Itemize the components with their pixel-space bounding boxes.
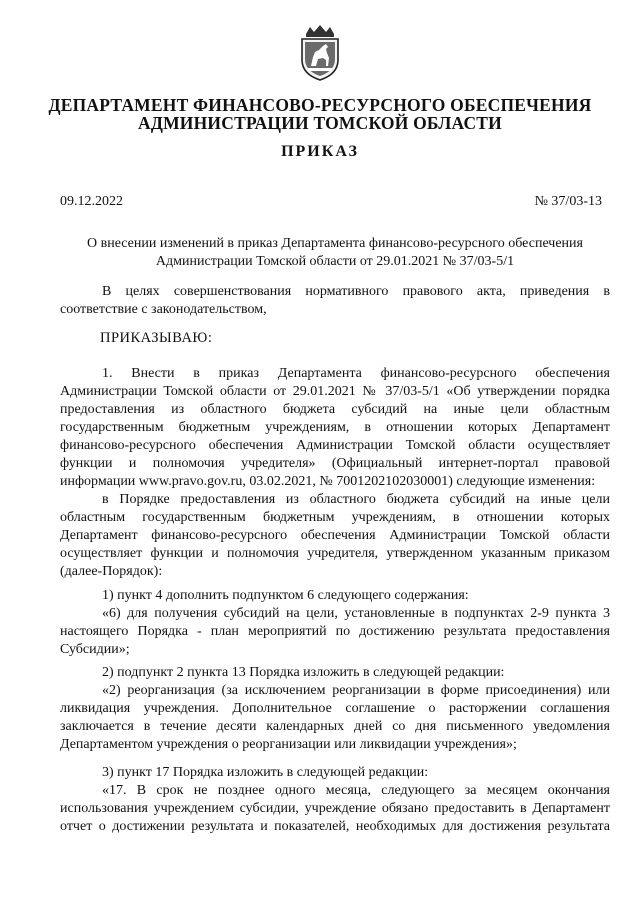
text-line: государственным бюджетным учреждениям, в отношении которых Департамент — [60, 420, 610, 435]
subitem-heading: 1) пункт 4 дополнить подпунктом 6 следующего содержания: — [102, 588, 469, 603]
subject-line: Администрации Томской области от 29.01.2021 № 37/03-5/1 — [155, 254, 515, 269]
text-line: «2) реорганизация (за исключением реорганизации в форме присоединения) или — [102, 683, 610, 698]
text-line: функции и полномочия учредителя» (Официальный интернет-портал правовой — [60, 456, 610, 471]
text-line: 1. Внести в приказ Департамента финансово-ресурсного обеспечения — [102, 366, 610, 381]
item-1-paragraph — [60, 365, 610, 491]
preamble-paragraph — [60, 283, 610, 319]
text-line: Департаментом учреждения о реорганизации или ликвидации учреждения»; — [60, 737, 517, 752]
text-line: отчет о достижении результата и показателей, необходимых для достижения результата — [60, 819, 610, 834]
text-line: ликвидация учреждения. Дополнительное соглашение о расторжении соглашения — [60, 701, 610, 716]
text-line: «6) для получения субсидий на цели, установленные в подпунктах 2-9 пункта 3 — [102, 606, 610, 621]
order-subject — [60, 235, 610, 271]
order-number: № 37/03-13 — [534, 194, 602, 209]
subitem-heading: 3) пункт 17 Порядка изложить в следующей редакции: — [102, 765, 429, 780]
text-line: финансово-ресурсного обеспечения Администрации Томской области осуществляет — [60, 438, 610, 453]
text-line: в Порядке предоставления из областного бюджета субсидий на иные цели — [102, 492, 610, 507]
document-type: ПРИКАЗ — [281, 143, 359, 160]
text-line: заключается в течение десяти календарных дней со дня письменного уведомления — [60, 719, 610, 734]
text-line: Администрации Томской области от 29.01.2021 № 37/03-5/1 «Об утверждении порядка — [60, 384, 610, 399]
text-line: соответствие с законодательством, — [60, 302, 267, 317]
text-line: В целях совершенствования нормативного правового акта, приведения в — [102, 284, 610, 299]
department-title-line1: ДЕПАРТАМЕНТ ФИНАНСОВО-РЕСУРСНОГО ОБЕСПЕЧЕНИЯ — [48, 95, 592, 115]
text-line: областным государственным бюджетным учреждениям, в отношении которых — [60, 510, 610, 525]
subitem-3 — [60, 764, 610, 836]
text-line: настоящего Порядка - план мероприятий по достижению результата предоставления — [60, 624, 610, 639]
intro-paragraph — [60, 491, 610, 581]
department-title-line2: АДМИНИСТРАЦИИ ТОМСКОЙ ОБЛАСТИ — [138, 113, 502, 133]
text-line: «17. В срок не позднее одного месяца, следующего за месяцем окончания — [102, 783, 610, 798]
subitem-2 — [60, 664, 610, 754]
subitem-heading: 2) подпункт 2 пункта 13 Порядка изложить в следующей редакции: — [102, 665, 505, 680]
text-line: Департамент финансово-ресурсного обеспечения Администрации Томской области — [60, 528, 610, 543]
text-line: использования учреждением субсидии, учреждение обязано предоставить в Департамент — [60, 801, 610, 816]
text-line: предоставления из областного бюджета субсидий на иные цели областным — [60, 402, 610, 417]
text-line: (далее-Порядок): — [60, 564, 163, 579]
subject-line: О внесении изменений в приказ Департамента финансово-ресурсного обеспечения — [87, 236, 583, 251]
coat-of-arms-icon — [296, 24, 344, 82]
text-line: осуществляет функции и полномочия учредителя, утвержденном указанным приказом — [60, 546, 610, 561]
text-line: Субсидии»; — [60, 642, 130, 657]
text-line: информации www.pravo.gov.ru, 03.02.2021, № 7001202102030001) следующие изменения: — [60, 474, 596, 489]
order-command: ПРИКАЗЫВАЮ: — [100, 330, 213, 346]
subitem-1 — [60, 587, 610, 659]
order-date: 09.12.2022 — [60, 194, 123, 209]
